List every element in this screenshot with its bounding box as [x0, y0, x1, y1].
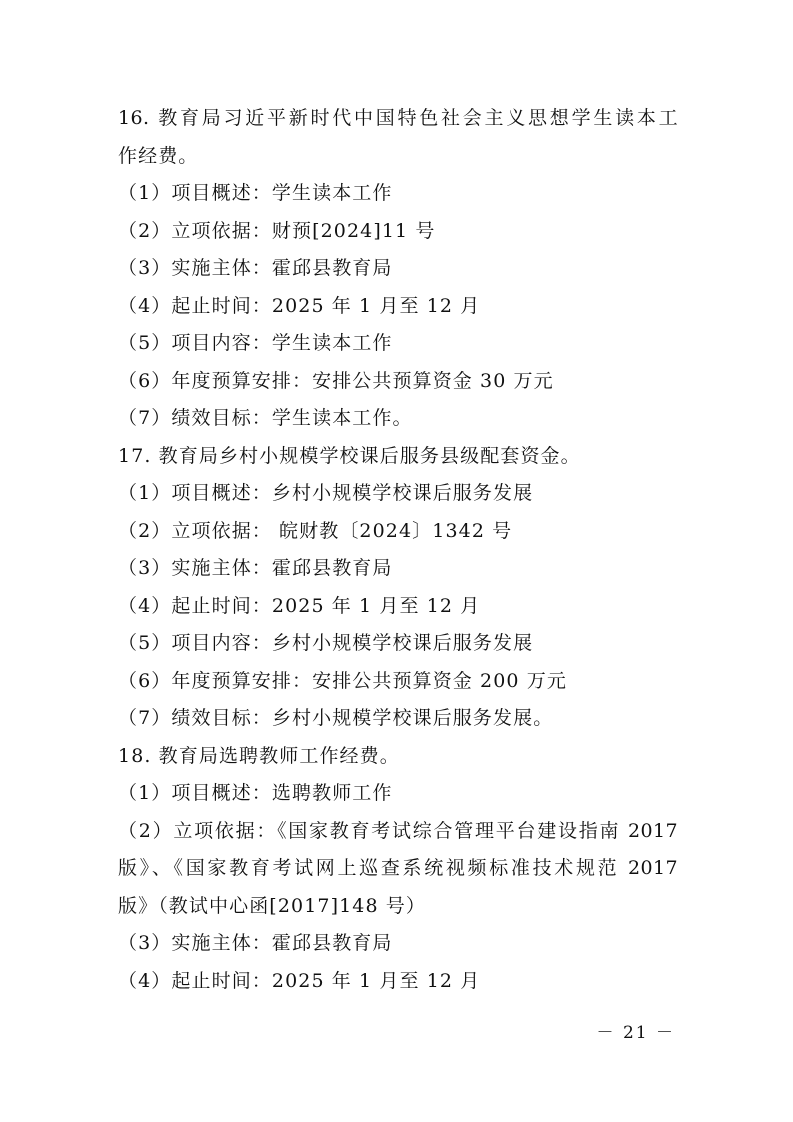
item-16-overview: （1）项目概述：学生读本工作 [118, 182, 393, 204]
item-17-title: 17. 教育局乡村小规模学校课后服务县级配套资金。 [118, 444, 581, 467]
document-body [118, 100, 678, 1000]
page-number: － 21 － [596, 1023, 675, 1043]
item-18-basis-line-3: 版》（教试中心函[2017]148 号） [118, 894, 426, 917]
item-16-title-line-1: 16. 教育局习近平新时代中国特色社会主义思想学生读本工 [118, 107, 678, 129]
item-17-goal: （7）绩效目标：乡村小规模学校课后服务发展。 [118, 707, 554, 729]
item-17-content: （5）项目内容：乡村小规模学校课后服务发展 [118, 632, 534, 654]
item-16-goal: （7）绩效目标：学生读本工作。 [118, 407, 413, 429]
item-18-period: （4）起止时间：2025 年 1 月至 12 月 [118, 969, 481, 992]
item-17-implementer: （3）实施主体：霍邱县教育局 [118, 557, 393, 579]
item-17-overview: （1）项目概述：乡村小规模学校课后服务发展 [118, 482, 534, 504]
item-16-basis: （2）立项依据：财预[2024]11 号 [118, 219, 436, 242]
item-18-overview: （1）项目概述：选聘教师工作 [118, 782, 393, 804]
item-16-budget: （6）年度预算安排：安排公共预算资金 30 万元 [118, 369, 554, 392]
item-18-basis-line-2: 版》、《国家教育考试网上巡查系统视频标准技术规范 2017 [118, 857, 678, 879]
item-18-implementer: （3）实施主体：霍邱县教育局 [118, 932, 393, 954]
item-16-implementer: （3）实施主体：霍邱县教育局 [118, 257, 393, 279]
item-18-title: 18. 教育局选聘教师工作经费。 [118, 744, 400, 767]
item-16-period: （4）起止时间：2025 年 1 月至 12 月 [118, 294, 481, 317]
item-16-title-line-2: 作经费。 [118, 144, 199, 167]
item-17-budget: （6）年度预算安排：安排公共预算资金 200 万元 [118, 669, 567, 692]
item-17-period: （4）起止时间：2025 年 1 月至 12 月 [118, 594, 481, 617]
item-16-content: （5）项目内容：学生读本工作 [118, 332, 393, 354]
item-17-basis: （2）立项依据： 皖财教〔2024〕1342 号 [118, 519, 513, 542]
item-18-basis-line-1: （2）立项依据：《国家教育考试综合管理平台建设指南 2017 [118, 819, 678, 842]
